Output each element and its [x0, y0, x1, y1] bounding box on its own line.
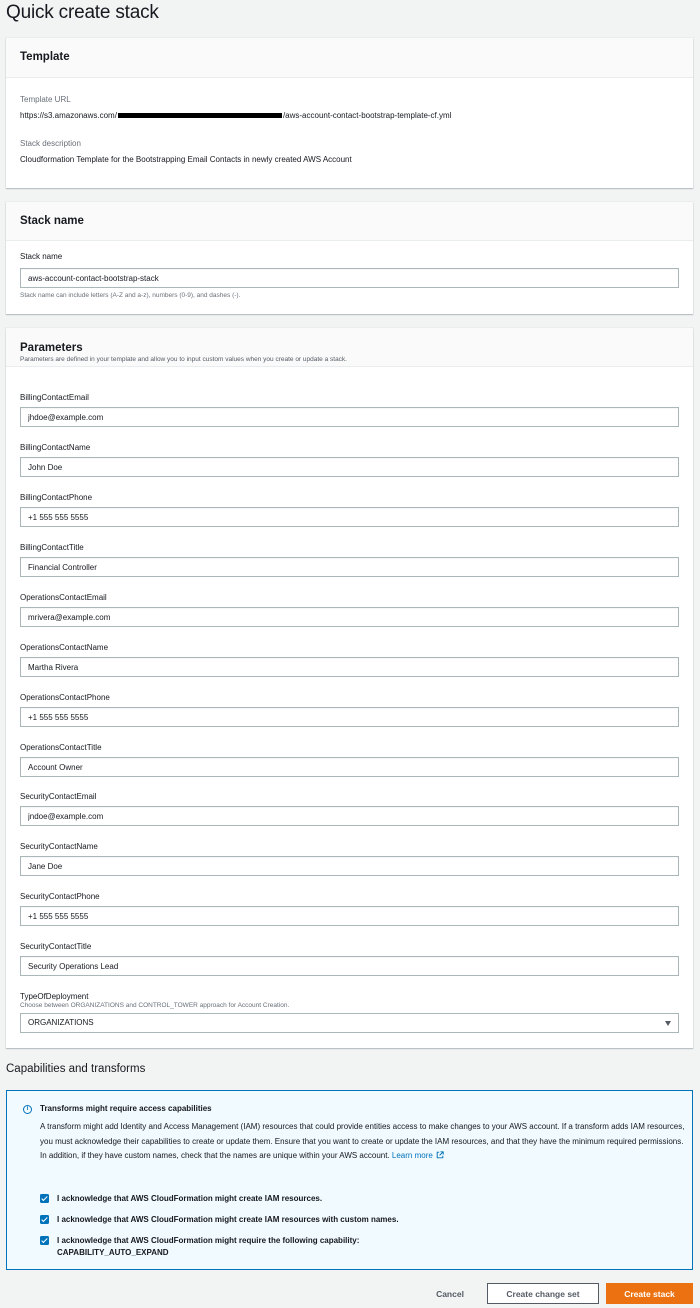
create-stack-button[interactable]: Create stack — [606, 1283, 693, 1304]
param-security-contact-title — [20, 942, 679, 976]
param-label: SecurityContactPhone — [20, 892, 100, 901]
template-panel-title: Template — [20, 51, 70, 63]
param-billing-contact-title — [20, 543, 679, 577]
type-of-deployment-hint: Choose between ORGANIZATIONS and CONTROL_TOWER approach for Account Creation. — [20, 1002, 290, 1009]
billing-contact-phone-input[interactable] — [20, 507, 679, 527]
param-label: SecurityContactName — [20, 842, 98, 851]
ack-iam-custom-names[interactable] — [40, 1215, 399, 1226]
param-operations-contact-phone — [20, 693, 679, 727]
parameters-panel-title: Parameters — [20, 342, 83, 354]
template-url-prefix: https://s3.amazonaws.com/ — [20, 111, 117, 120]
ack-auto-expand[interactable] — [40, 1236, 359, 1259]
param-label: BillingContactPhone — [20, 493, 93, 502]
info-text — [40, 1120, 685, 1164]
param-label: SecurityContactTitle — [20, 942, 92, 951]
parameters-panel-header — [6, 328, 693, 367]
param-label: SecurityContactEmail — [20, 792, 97, 801]
type-of-deployment-select[interactable] — [20, 1013, 679, 1033]
param-label: TypeOfDeployment — [20, 992, 89, 1001]
billing-contact-email-input[interactable] — [20, 407, 679, 427]
billing-contact-name-input[interactable] — [20, 457, 679, 477]
param-label: BillingContactEmail — [20, 393, 89, 402]
param-operations-contact-email — [20, 593, 679, 627]
info-body: A transform might add Identity and Access Management (IAM) resources that could provide entities access to make changes to your AWS account. If a transform adds IAM resources, you must acknowledge their capabilities to create or update them. Ensure that you want to create or update the IAM resources, and that they have the minimum required permissions. In addition, if they have custom names, check that the names are unique within your AWS account. — [40, 1122, 685, 1160]
stack-name-input[interactable] — [20, 268, 679, 288]
caret-down-icon — [665, 1021, 671, 1026]
operations-contact-title-input[interactable] — [20, 757, 679, 777]
stack-description-value: Cloudformation Template for the Bootstrapping Email Contacts in newly created AWS Account — [20, 155, 352, 164]
param-operations-contact-name — [20, 643, 679, 677]
capability-name: CAPABILITY_AUTO_EXPAND — [57, 1247, 169, 1257]
ack-auto-expand-text: I acknowledge that AWS CloudFormation might require the following capability: — [57, 1235, 360, 1245]
security-contact-name-input[interactable] — [20, 856, 679, 876]
ack-label: I acknowledge that AWS CloudFormation might create IAM resources. — [57, 1193, 323, 1203]
cancel-button[interactable]: Cancel — [422, 1283, 478, 1304]
stack-name-panel-header — [6, 202, 693, 241]
stack-name-panel — [6, 202, 693, 314]
template-url-value — [20, 111, 451, 120]
operations-contact-email-input[interactable] — [20, 607, 679, 627]
ack-iam-custom-names-checkbox[interactable] — [40, 1215, 49, 1224]
template-url-suffix: /aws-account-contact-bootstrap-template-cf.yml — [282, 111, 452, 120]
parameters-panel — [6, 328, 693, 1048]
security-contact-title-input[interactable] — [20, 956, 679, 976]
param-security-contact-name — [20, 842, 679, 876]
stack-description-label: Stack description — [20, 139, 81, 148]
param-operations-contact-title — [20, 743, 679, 777]
stack-name-label: Stack name — [20, 252, 63, 261]
capabilities-info-box — [6, 1090, 693, 1270]
operations-contact-phone-input[interactable] — [20, 707, 679, 727]
stack-name-hint: Stack name can include letters (A-Z and a-z), numbers (0-9), and dashes (-). — [20, 292, 241, 299]
operations-contact-name-input[interactable] — [20, 657, 679, 677]
param-billing-contact-name — [20, 443, 679, 477]
ack-iam-resources-checkbox[interactable] — [40, 1194, 49, 1203]
create-change-set-button[interactable]: Create change set — [487, 1283, 599, 1304]
billing-contact-title-input[interactable] — [20, 557, 679, 577]
redacted-bar — [118, 113, 282, 118]
template-panel-header — [6, 38, 693, 78]
ack-label: I acknowledge that AWS CloudFormation might create IAM resources with custom names. — [57, 1214, 399, 1224]
ack-label — [57, 1235, 359, 1259]
external-link-icon — [436, 1151, 444, 1159]
param-billing-contact-email — [20, 393, 679, 427]
type-of-deployment-selected: ORGANIZATIONS — [28, 1018, 94, 1027]
param-label: BillingContactName — [20, 443, 91, 452]
security-contact-email-input[interactable] — [20, 806, 679, 826]
param-security-contact-email — [20, 792, 679, 826]
learn-more-link[interactable] — [392, 1151, 444, 1160]
info-title: Transforms might require access capabilities — [40, 1104, 212, 1113]
param-label: OperationsContactPhone — [20, 693, 110, 702]
param-label: OperationsContactEmail — [20, 593, 107, 602]
info-icon: i — [23, 1105, 32, 1114]
ack-iam-resources[interactable] — [40, 1194, 322, 1205]
ack-auto-expand-checkbox[interactable] — [40, 1236, 49, 1245]
param-label: BillingContactTitle — [20, 543, 84, 552]
parameters-panel-description: Parameters are defined in your template and allow you to input custom values when you create or update a stack. — [20, 356, 347, 363]
security-contact-phone-input[interactable] — [20, 906, 679, 926]
template-url-label: Template URL — [20, 95, 71, 104]
template-panel — [6, 38, 693, 188]
param-label: OperationsContactTitle — [20, 743, 102, 752]
page-title: Quick create stack — [6, 2, 159, 23]
param-type-of-deployment — [20, 992, 679, 1033]
param-billing-contact-phone — [20, 493, 679, 527]
param-security-contact-phone — [20, 892, 679, 926]
stack-name-panel-title: Stack name — [20, 215, 84, 227]
capabilities-section-title: Capabilities and transforms — [6, 1063, 146, 1075]
learn-more-label: Learn more — [391, 1151, 433, 1160]
param-label: OperationsContactName — [20, 643, 109, 652]
